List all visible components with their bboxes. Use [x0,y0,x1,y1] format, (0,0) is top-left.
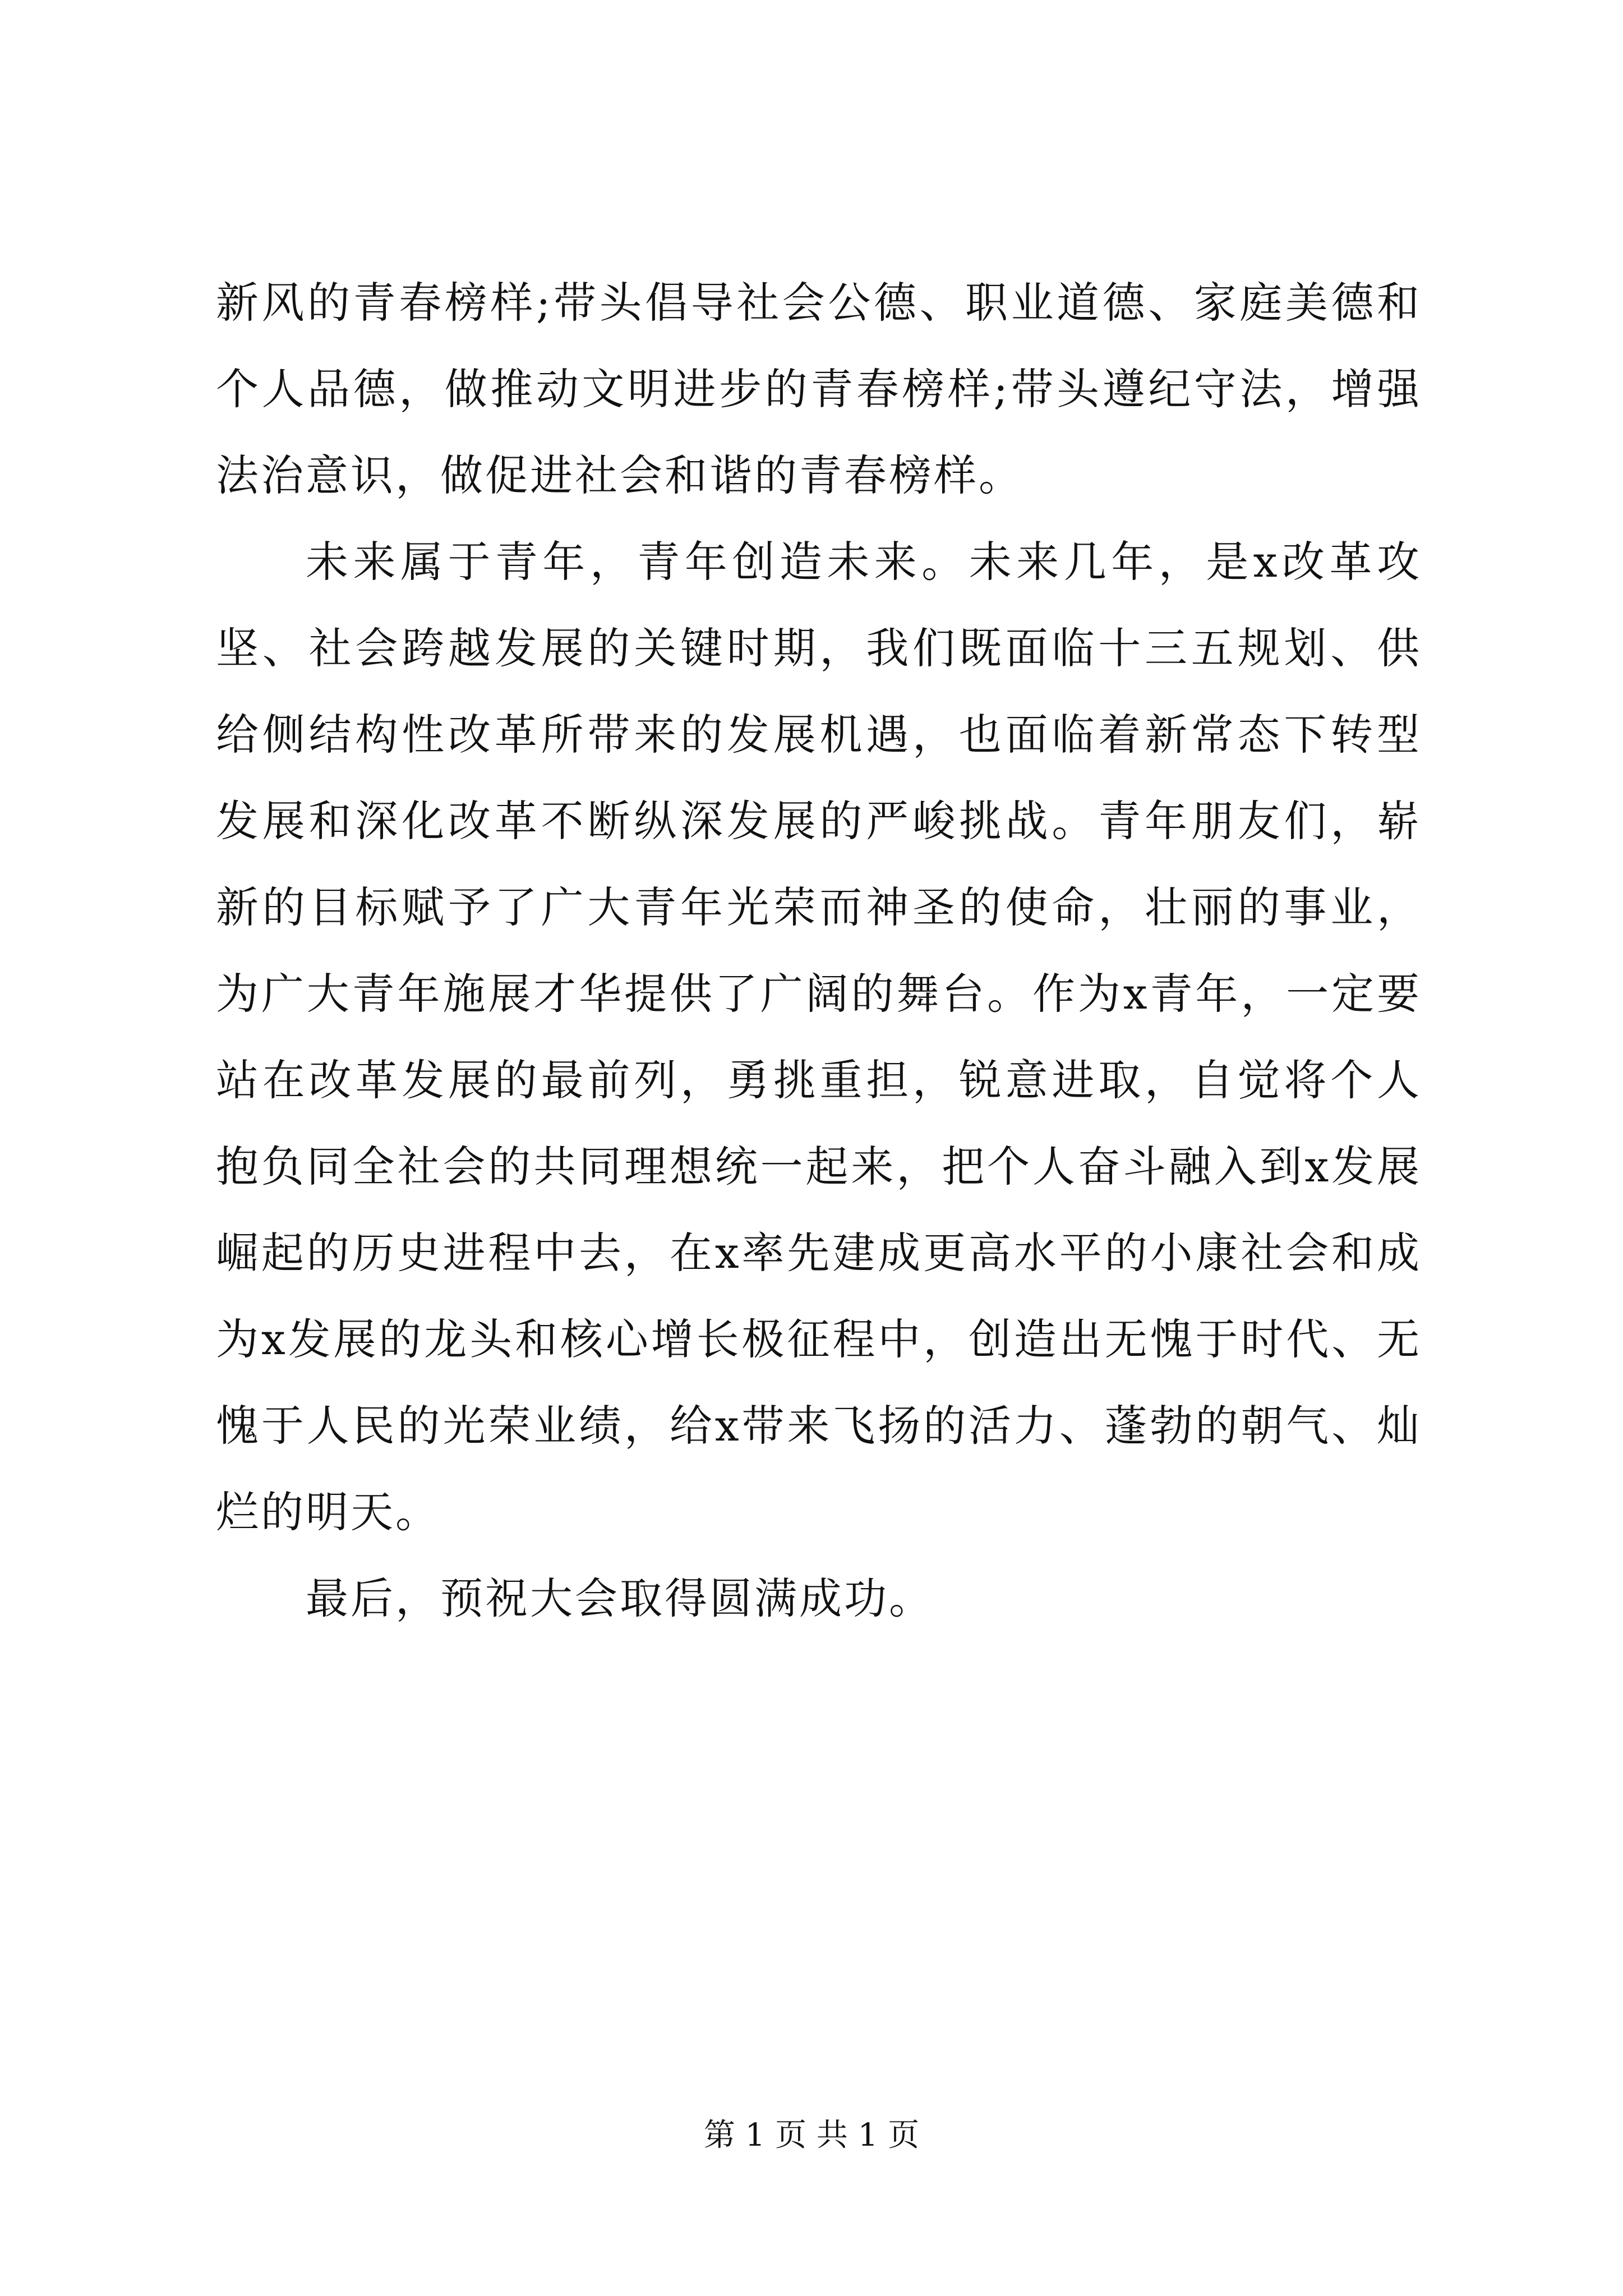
document-body [216,260,1422,1642]
paragraph-continuation: 新风的青春榜样;带头倡导社会公德、职业道德、家庭美德和个人品德，做推动文明进步的青春榜样;带头遵纪守法，增强法治意识，做促进社会和谐的青春榜样。 [216,278,1422,500]
paragraph-closing: 最后，预祝大会取得圆满成功。 [306,1573,934,1623]
page-footer: 第 1 页 共 1 页 [703,2117,920,2154]
paragraph-future-youth: 未来属于青年，青年创造未来。未来几年，是x改革攻坚、社会跨越发展的关键时期，我们既面临十三五规划、供给侧结构性改革所带来的发展机遇，也面临着新常态下转型发展和深化改革不断纵深发展的严峻挑战。青年朋友们，崭新的目标赋予了广大青年光荣而神圣的使命，壮丽的事业，为广大青年施展才华提供了广阔的舞台。作为x青年，一定要站在改革发展的最前列，勇挑重担，锐意进取，自觉将个人抱负同全社会的共同理想统一起来，把个人奋斗融入到x发展崛起的历史进程中去，在x率先建成更高水平的小康社会和成为x发展的龙头和核心增长极征程中，创造出无愧于时代、无愧于人民的光荣业绩，给x带来飞扬的活力、蓬勃的朝气、灿烂的明天。 [216,537,1422,1537]
